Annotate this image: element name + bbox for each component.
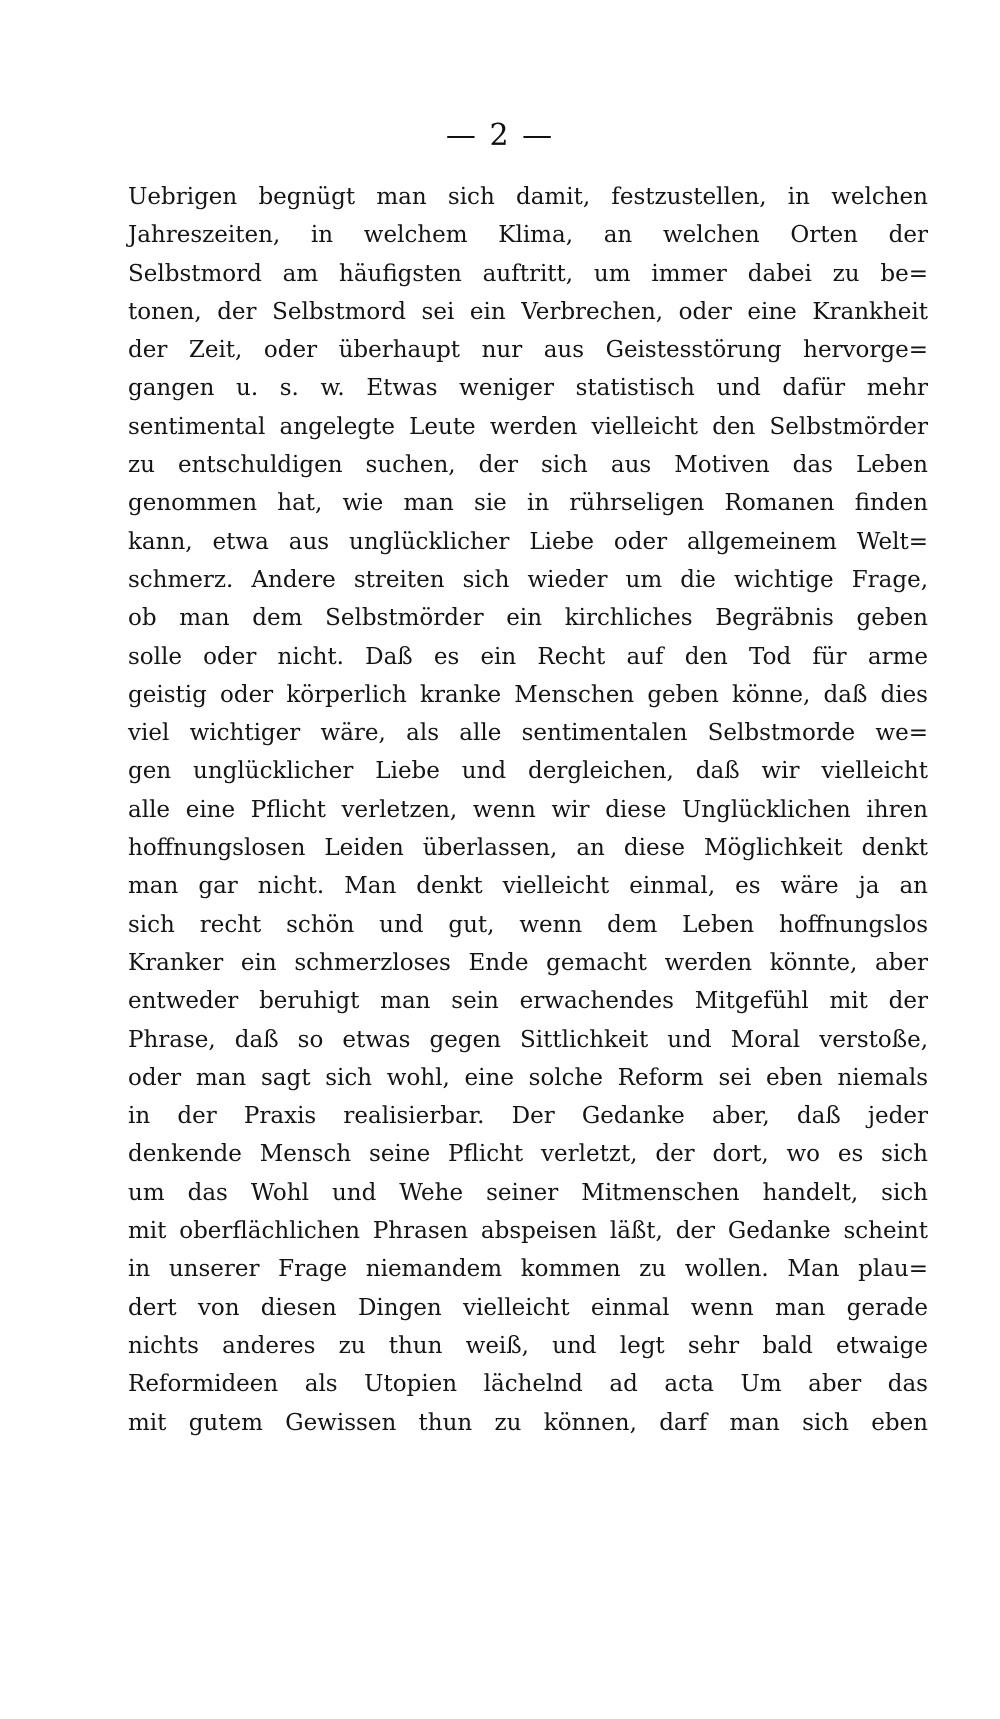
- text-line: viel wichtiger wäre, als alle sentimentalen Selbstmorde we=: [128, 720, 928, 747]
- text-line: Selbstmord am häufigsten auftritt, um immer dabei zu be=: [128, 260, 928, 287]
- text-line: zu entschuldigen suchen, der sich aus Motiven das Leben: [128, 452, 928, 479]
- text-line: alle eine Pflicht verletzen, wenn wir diese Unglücklichen ihren: [128, 796, 928, 823]
- text-line: mit oberflächlichen Phrasen abspeisen läßt, der Gedanke scheint: [128, 1218, 928, 1245]
- page-body-text: [128, 178, 928, 1442]
- text-line: Phrase, daß so etwas gegen Sittlichkeit und Moral verstoße,: [128, 1026, 928, 1053]
- text-line: sentimental angelegte Leute werden vielleicht den Selbstmörder: [128, 413, 928, 440]
- page-number: — 2 —: [445, 118, 555, 153]
- text-line: Reformideen als Utopien lächelnd ad acta Um aber das: [128, 1371, 928, 1398]
- text-line: schmerz. Andere streiten sich wieder um die wichtige Frage,: [128, 566, 928, 593]
- text-line: Uebrigen begnügt man sich damit, festzustellen, in welchen: [128, 184, 928, 210]
- text-line: man gar nicht. Man denkt vielleicht einmal, es wäre ja an: [128, 873, 928, 900]
- text-line: gen unglücklicher Liebe und dergleichen, daß wir vielleicht: [128, 758, 928, 785]
- text-line: Jahreszeiten, in welchem Klima, an welchen Orten der: [128, 222, 928, 249]
- text-line: dert von diesen Dingen vielleicht einmal wenn man gerade: [128, 1294, 928, 1321]
- text-line: sich recht schön und gut, wenn dem Leben hoffnungslos: [128, 911, 928, 938]
- text-line: um das Wohl und Wehe seiner Mitmenschen handelt, sich: [128, 1179, 928, 1206]
- text-line: genommen hat, wie man sie in rührseligen Romanen finden: [128, 490, 928, 517]
- text-line: tonen, der Selbstmord sei ein Verbrechen, oder eine Krankheit: [128, 298, 928, 325]
- text-line: der Zeit, oder überhaupt nur aus Geistesstörung hervorge=: [128, 337, 928, 364]
- text-line: entweder beruhigt man sein erwachendes Mitgefühl mit der: [128, 988, 928, 1015]
- text-line: mit gutem Gewissen thun zu können, darf man sich eben: [128, 1409, 928, 1436]
- text-line: in unserer Frage niemandem kommen zu wollen. Man plau=: [128, 1256, 928, 1283]
- text-line: nichts anderes zu thun weiß, und legt sehr bald etwaige: [128, 1332, 928, 1359]
- text-line: denkende Mensch seine Pflicht verletzt, der dort, wo es sich: [128, 1141, 928, 1168]
- text-line: gangen u. s. w. Etwas weniger statistisch und dafür mehr: [128, 375, 928, 402]
- text-line: geistig oder körperlich kranke Menschen geben könne, daß dies: [128, 681, 928, 708]
- text-line: kann, etwa aus unglücklicher Liebe oder allgemeinem Welt=: [128, 528, 928, 555]
- text-line: Kranker ein schmerzloses Ende gemacht werden könnte, aber: [128, 949, 928, 976]
- text-line: ob man dem Selbstmörder ein kirchliches Begräbnis geben: [128, 605, 928, 632]
- text-line: in der Praxis realisierbar. Der Gedanke aber, daß jeder: [128, 1103, 928, 1130]
- text-line: oder man sagt sich wohl, eine solche Reform sei eben niemals: [128, 1064, 928, 1091]
- text-line: solle oder nicht. Daß es ein Recht auf den Tod für arme: [128, 643, 928, 670]
- text-line: hoffnungslosen Leiden überlassen, an diese Möglichkeit denkt: [128, 835, 928, 862]
